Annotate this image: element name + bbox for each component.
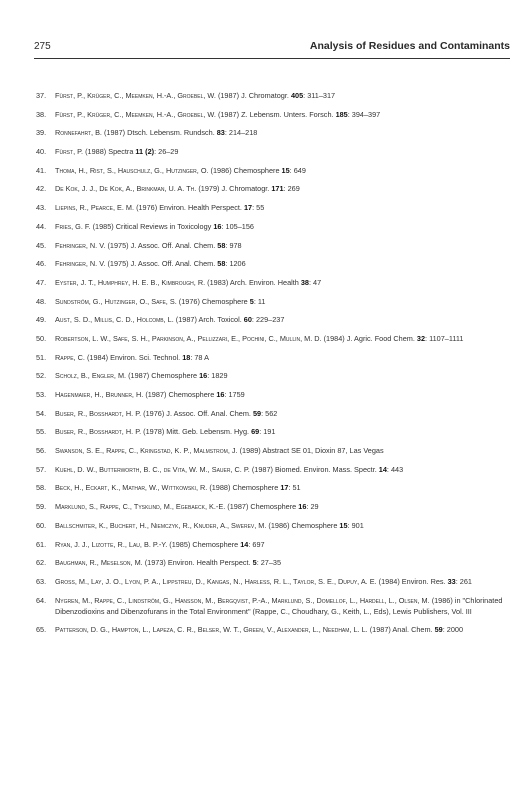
- reference-authors: Robertson, L. W., Safe, S. H., Parkinson, A., Pellizzari, E., Pochini, C., Mullin, M. D.: [55, 333, 322, 343]
- reference-number: 52.: [36, 371, 47, 381]
- reference-volume: 171: [271, 184, 284, 194]
- reference-source: (1987) Chemosphere: [225, 502, 299, 512]
- reference-source: (1976) J. Assoc. Off. Anal. Chem.: [141, 408, 253, 418]
- reference-volume: 59: [252, 408, 262, 418]
- reference-authors: Rappe, C.: [55, 352, 85, 362]
- reference-source: (1975) J. Assoc. Off. Anal. Chem.: [105, 240, 218, 250]
- reference-pages: : 78 A: [190, 352, 209, 362]
- page-number: 275: [34, 41, 51, 52]
- reference-volume: 58: [217, 240, 226, 250]
- reference-volume: 17: [280, 483, 289, 493]
- reference-source: (1986) Chemosphere: [208, 165, 282, 175]
- reference-item: [36, 165, 510, 176]
- reference-authors: Gross, M., Lay, J. O., Lyon, P. A., Lippstreu, D., Kangas, N., Harless, R. L., Taylor, S. E., Dupuy, A. E.: [55, 576, 377, 586]
- reference-authors: Sundström, G., Hutzinger, O., Safe, S.: [55, 296, 177, 306]
- reference-authors: Buser, R., Bosshardt, H. P.: [55, 408, 142, 418]
- reference-item: [36, 520, 510, 531]
- reference-item: [36, 296, 510, 307]
- reference-source: (1976) Environ. Health Perspect.: [134, 203, 244, 213]
- reference-volume: 17: [243, 203, 253, 213]
- reference-number: 61.: [36, 539, 47, 549]
- reference-source: (1984) Environ. Sci. Technol.: [84, 352, 183, 362]
- reference-number: 40.: [36, 147, 47, 157]
- reference-pages: : 1829: [207, 371, 228, 381]
- reference-pages: : 29: [306, 502, 319, 512]
- reference-authors: Thoma, H., Rist, S., Hauschulz, G., Hutzinger, O.: [55, 165, 209, 175]
- reference-pages: : 26–29: [154, 147, 179, 157]
- reference-source: (1989) Abstract SE 01, Dioxin 87, Las Vegas: [237, 446, 384, 456]
- reference-pages: : 394–397: [347, 109, 381, 119]
- reference-authors: Scholz, B., Engler, M.: [55, 371, 127, 381]
- reference-authors: Fehringer, N. V.: [55, 259, 106, 269]
- reference-item: [36, 464, 510, 475]
- reference-pages: : 1206: [225, 259, 246, 269]
- reference-authors: Eyster, J. T., Humphrey, H. E. B., Kimbrough, R.: [55, 277, 206, 287]
- reference-item: [36, 202, 510, 213]
- reference-item: [36, 408, 510, 419]
- reference-source: (1987) Dtsch. Lebensm. Rundsch.: [101, 128, 217, 138]
- reference-number: 49.: [36, 315, 47, 325]
- reference-source: (1984) J. Agric. Food Chem.: [321, 333, 417, 343]
- reference-volume: 60: [243, 315, 252, 325]
- reference-item: [36, 482, 510, 493]
- reference-number: 63.: [36, 576, 47, 586]
- reference-volume: 16: [213, 221, 222, 231]
- reference-item: [36, 127, 510, 138]
- reference-pages: : 11: [253, 296, 266, 306]
- reference-volume: 16: [216, 390, 225, 399]
- reference-number: 54.: [36, 408, 47, 418]
- reference-item: [36, 258, 510, 269]
- reference-source: (1988) Chemosphere: [207, 483, 281, 493]
- reference-item: [36, 90, 510, 101]
- reference-pages: : 47: [308, 277, 322, 287]
- reference-source: (1987) Chemosphere: [143, 390, 217, 399]
- reference-item: [36, 501, 510, 512]
- reference-authors: Ryan, J. J., Lizotte, R., Lau, B. P.-Y.: [55, 539, 168, 549]
- reference-authors: Nygren, M., Rappe, C., Lindström, G., Hansson, M., Bergqvist, P.-A., Marklund, S., Domellof, L., Hardell, L., Olsen, M.: [55, 595, 430, 605]
- reference-authors: Fürst, P., Krüger, C., Meemken, H.-A., Groebel, W.: [55, 109, 216, 119]
- reference-item: [36, 277, 510, 288]
- reference-volume: 405: [290, 91, 304, 100]
- reference-source: (1985) Chemosphere: [167, 539, 241, 549]
- reference-volume: 15: [281, 165, 290, 175]
- reference-number: 44.: [36, 221, 47, 231]
- reference-item: [36, 146, 510, 157]
- reference-number: 65.: [36, 625, 47, 635]
- reference-volume: 59: [434, 625, 443, 635]
- reference-authors: Marklund, S., Rappe, C., Tysklind, M., Egebaeck, K.-E.: [55, 502, 226, 512]
- reference-source: (1979) J. Chromatogr.: [196, 184, 272, 194]
- reference-pages: : 1759: [224, 390, 245, 399]
- reference-pages: : 649: [289, 165, 306, 175]
- reference-authors: Liepins, R., Pearce, E. M.: [55, 203, 135, 213]
- reference-volume: 185: [335, 109, 348, 119]
- reference-item: [36, 445, 510, 456]
- reference-pages: : 229–237: [251, 315, 285, 325]
- reference-authors: Aust, S. D., Millis, C. D., Holcomb, L.: [55, 315, 174, 325]
- reference-item: [36, 370, 510, 381]
- reference-authors: De Kok, J. J., De Kok, A., Brinkman, U. A. Th.: [55, 184, 197, 194]
- reference-item: [36, 576, 510, 587]
- reference-item: [36, 539, 510, 550]
- reference-item: [36, 426, 510, 437]
- reference-source: (1976) Chemosphere: [176, 296, 250, 306]
- reference-pages: : 55: [252, 203, 265, 213]
- reference-item: [36, 221, 510, 232]
- reference-source: (1978) Mitt. Geb. Lebensm. Hyg.: [141, 427, 252, 437]
- reference-volume: 18: [182, 352, 191, 362]
- reference-volume: 11 (2): [135, 147, 155, 157]
- reference-source: (1983) Arch. Environ. Health: [205, 277, 301, 287]
- reference-item: [36, 109, 510, 120]
- reference-number: 51.: [36, 352, 47, 362]
- reference-number: 41.: [36, 165, 47, 175]
- reference-item: [36, 389, 510, 400]
- reference-pages: : 311–317: [303, 91, 336, 100]
- running-title: Analysis of Residues and Contaminants: [309, 40, 510, 52]
- reference-authors: Fürst, P., Krüger, C., Meemken, H.-A., Groebel, W.: [55, 91, 216, 100]
- reference-number: 47.: [36, 277, 47, 287]
- reference-number: 62.: [36, 558, 47, 568]
- page-header: [34, 40, 510, 59]
- reference-authors: Fürst, P.: [55, 147, 84, 157]
- reference-number: 38.: [36, 109, 47, 119]
- reference-authors: Beck, H., Eckart, K., Mathar, W., Wittkowski, R.: [55, 483, 208, 493]
- reference-source: (1986) in "Chlorinated Dibenzodioxins and Dibenzofurans in the Total Environment" (Rappe, C., Choudhary, G., Keith, L., Eds), Lewis Publishers, Vol. III: [55, 595, 503, 616]
- reference-number: 43.: [36, 203, 47, 213]
- reference-pages: : 269: [283, 184, 300, 194]
- reference-number: 56.: [36, 446, 47, 456]
- reference-number: 59.: [36, 502, 47, 512]
- reference-number: 53.: [36, 390, 47, 399]
- reference-item: [36, 557, 510, 568]
- reference-authors: Swanson, S. E., Rappe, C., Kringstad, K. P., Malmstrom, J.: [55, 446, 238, 456]
- reference-number: 45.: [36, 240, 47, 250]
- reference-number: 37.: [36, 91, 47, 100]
- reference-number: 42.: [36, 184, 47, 194]
- reference-pages: : 51: [288, 483, 301, 493]
- reference-volume: 14: [378, 464, 387, 474]
- reference-item: [36, 624, 510, 635]
- reference-source: (1975) J. Assoc. Off. Anal. Chem.: [105, 259, 218, 269]
- reference-source: (1987) Anal. Chem.: [367, 625, 435, 635]
- reference-item: [36, 352, 510, 363]
- reference-volume: 38: [300, 277, 309, 287]
- reference-volume: 58: [217, 259, 226, 269]
- reference-source: (1987) Z. Lebensm. Unters. Forsch.: [215, 109, 336, 119]
- reference-list: [36, 90, 510, 643]
- reference-item: [36, 595, 510, 617]
- reference-authors: Patterson, D. G., Hampton, L., Lapeza, C. R., Belser, W. T., Green, V., Alexander, L., Needham, L. L.: [55, 625, 368, 635]
- reference-item: [36, 314, 510, 325]
- reference-volume: 32: [416, 333, 426, 343]
- reference-pages: : 261: [455, 576, 472, 586]
- reference-pages: : 214–218: [224, 128, 258, 138]
- reference-pages: : 443: [386, 464, 404, 474]
- reference-number: 39.: [36, 128, 47, 138]
- reference-authors: Fehringer, N. V.: [55, 240, 106, 250]
- reference-number: 46.: [36, 259, 47, 269]
- reference-source: (1988) Spectra: [83, 147, 136, 157]
- reference-pages: : 2000: [442, 625, 464, 635]
- reference-volume: 33: [447, 576, 456, 586]
- reference-volume: 5: [249, 296, 254, 306]
- reference-pages: : 978: [225, 240, 242, 250]
- reference-pages: : 191: [259, 427, 276, 437]
- reference-pages: : 562: [261, 408, 278, 418]
- reference-number: 48.: [36, 296, 47, 306]
- reference-source: (1987) Arch. Toxicol.: [173, 315, 244, 325]
- reference-pages: : 697: [248, 539, 265, 549]
- reference-pages: : 27–35: [256, 558, 282, 568]
- reference-authors: Ballschmiter, K., Buchert, H., Niemczyk, R., Knuder, A., Swerev, M.: [55, 520, 267, 530]
- reference-source: (1984) Environ. Res.: [376, 576, 448, 586]
- reference-source: (1973) Environ. Health Perspect.: [142, 558, 253, 568]
- reference-number: 55.: [36, 427, 47, 437]
- reference-pages: : 1107–1111: [425, 333, 464, 343]
- reference-authors: Baughman, R., Meselson, M.: [55, 558, 143, 568]
- reference-number: 64.: [36, 595, 47, 605]
- reference-authors: Buser, R., Bosshardt, H. P.: [55, 427, 142, 437]
- reference-number: 58.: [36, 483, 47, 493]
- reference-volume: 83: [216, 128, 225, 138]
- reference-pages: : 901: [347, 520, 364, 530]
- reference-authors: Kuehl, D. W., Butterworth, B. C., de Vita, W. M., Sauer, C. P.: [55, 464, 250, 474]
- reference-source: (1987) J. Chromatogr.: [215, 91, 291, 100]
- reference-source: (1986) Chemosphere: [266, 520, 340, 530]
- reference-item: [36, 333, 510, 344]
- reference-volume: 16: [298, 502, 307, 512]
- reference-source: (1987) Chemosphere: [126, 371, 200, 381]
- reference-volume: 16: [199, 371, 208, 381]
- reference-number: 57.: [36, 464, 47, 474]
- reference-item: [36, 183, 510, 194]
- reference-volume: 5: [252, 558, 257, 568]
- reference-authors: Fries, G. F.: [55, 221, 91, 231]
- reference-authors: Ronnefahrt, B.: [55, 128, 102, 138]
- reference-volume: 69: [251, 427, 260, 437]
- reference-authors: Hagenmaier, H., Brunner, H.: [55, 390, 144, 399]
- reference-volume: 14: [240, 539, 249, 549]
- reference-source: (1987) Biomed. Environ. Mass. Spectr.: [249, 464, 379, 474]
- reference-pages: : 105–156: [221, 221, 254, 231]
- reference-volume: 15: [339, 520, 348, 530]
- reference-number: 50.: [36, 333, 47, 343]
- reference-source: (1985) Critical Reviews in Toxicology: [90, 221, 214, 231]
- reference-number: 60.: [36, 520, 47, 530]
- reference-item: [36, 240, 510, 251]
